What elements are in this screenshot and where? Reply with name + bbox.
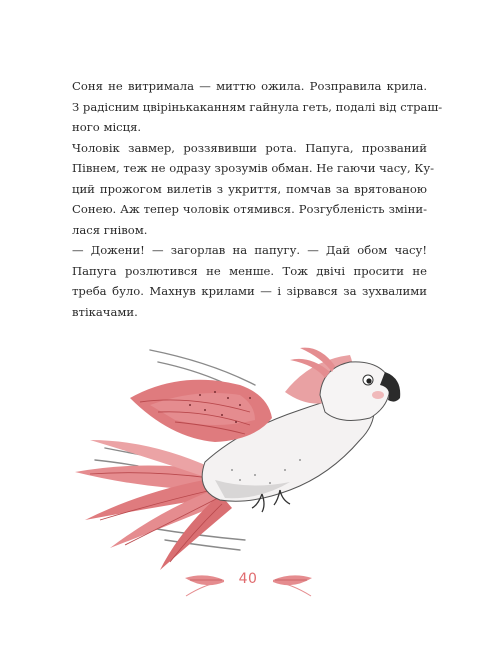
tail-feathers [75, 440, 232, 570]
text-line: Чоловік завмер, роззявивши рота. Папуга, прозваний [72, 140, 427, 155]
text-line: Соня не витримала — миттю ожила. Розправила крила. [72, 79, 427, 93]
parrot-wing-front [130, 380, 272, 442]
text-line: Папуга розлютився не менше. Тож двічі просити не [72, 263, 427, 278]
feather-ornament-left [185, 575, 224, 596]
text-line: З радісним цвірінькаканням гайнула геть, подалі від страш- [72, 99, 443, 114]
parrot-feet [252, 490, 290, 512]
text-line: лася гнівом. [72, 222, 148, 237]
text-line: ций прожогом вилетів з укриття, помчав за врятованою [72, 181, 427, 196]
body-texture [231, 459, 301, 484]
text-line: треба було. Махнув крилами — і зірвався за зухвалими [72, 284, 427, 298]
text-line: втікачами. [72, 304, 138, 319]
feather-ornament-right [273, 575, 312, 596]
text-line: ного місця. [72, 120, 142, 134]
page-text [72, 76, 443, 322]
text-line: Сонею. Аж тепер чоловік отямився. Розгубленість зміни- [72, 202, 427, 216]
parrot-eye [363, 375, 373, 385]
parrot-crest [290, 348, 335, 378]
motion-lines [95, 350, 255, 550]
parrot-beak [380, 372, 400, 402]
parrot-head [320, 362, 390, 421]
page-number: 40 [238, 571, 258, 587]
text-line: Півнем, теж не одразу зрозумів обман. Не гаючи часу, Ку- [72, 161, 435, 175]
text-line: — Дожени! — загорлав на папугу. — Дай обом часу! [72, 243, 427, 257]
parrot-wing-back [285, 355, 353, 404]
parrot-body [202, 395, 374, 502]
